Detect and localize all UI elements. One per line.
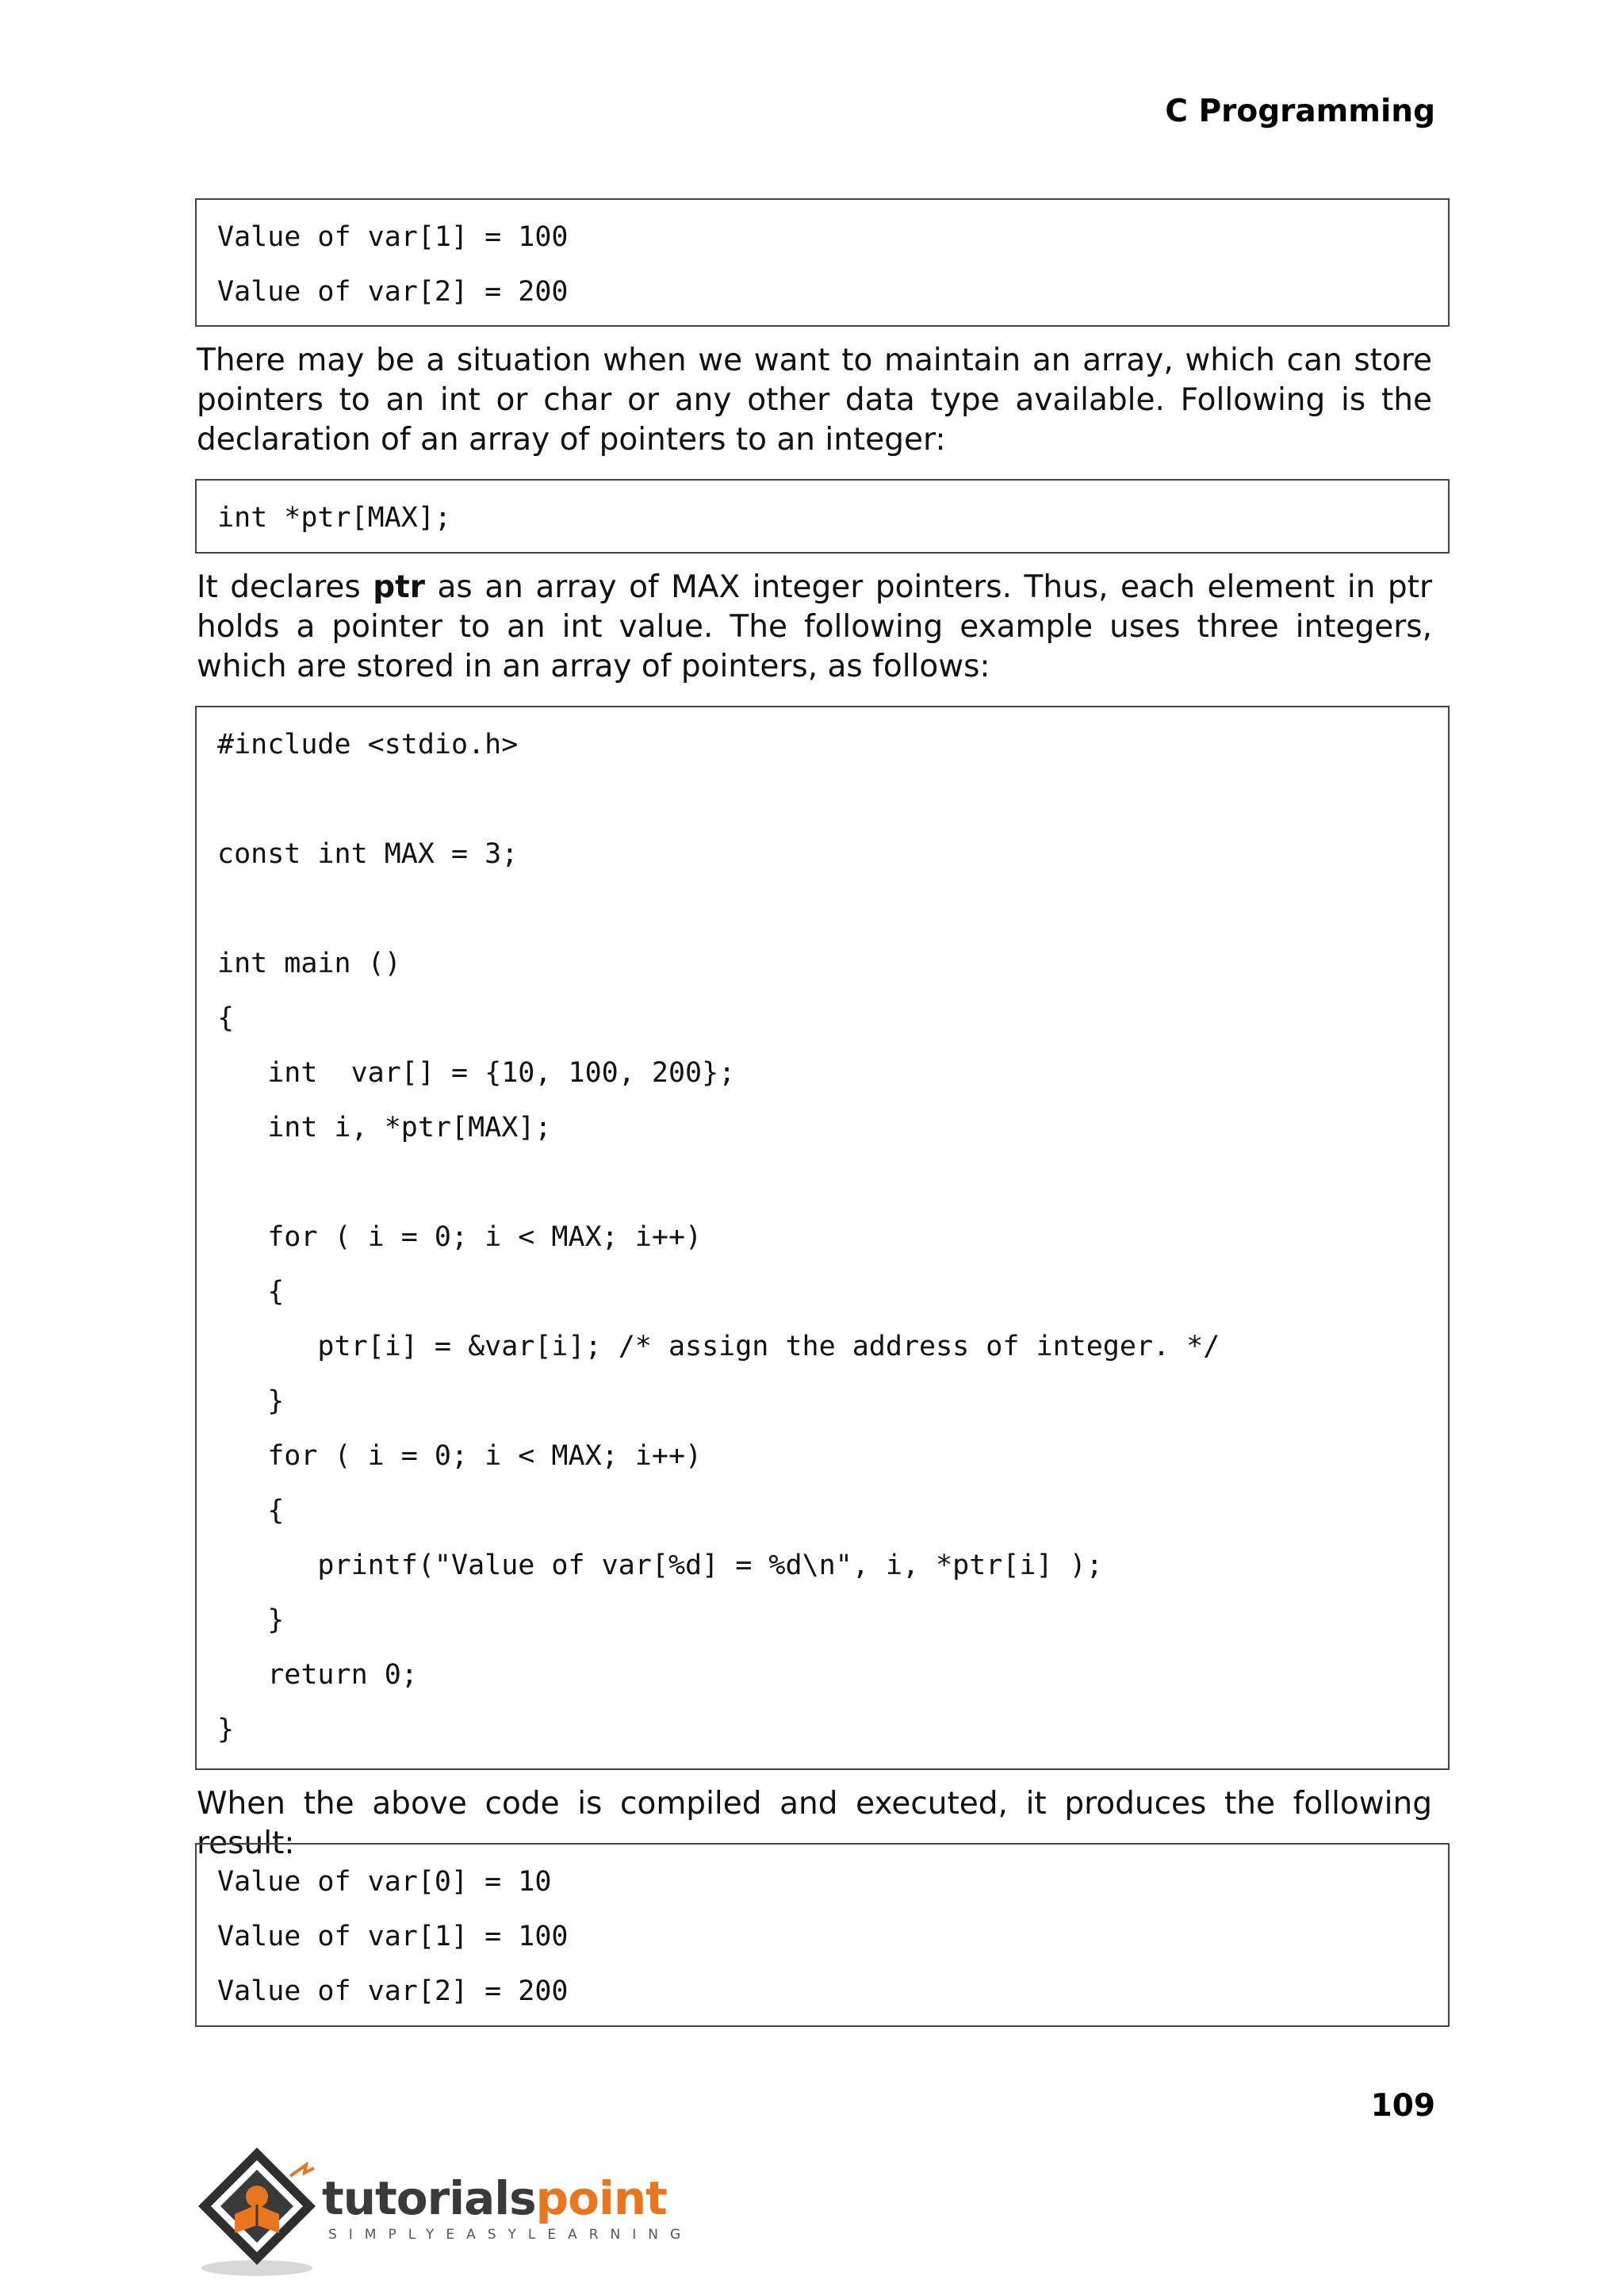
text-run: as an array of MAX integer pointers. Thus, each element in ptr holds a pointer to an int value. The following example uses three integers, which are stored in an array of pointers, as follows:	[197, 569, 1432, 684]
code-line: {	[217, 1276, 285, 1308]
tutorialspoint-logo-icon	[195, 2141, 330, 2284]
code-line	[217, 889, 1427, 944]
logo-tagline: SIMPLYEASYLEARNING	[328, 2227, 693, 2243]
logo-wordmark	[322, 2171, 667, 2225]
code-line: #include <stdio.h>	[217, 729, 519, 761]
declaration-code-box	[195, 479, 1450, 554]
code-line: return 0;	[217, 1659, 418, 1691]
output-box-top	[195, 198, 1450, 327]
code-line: for ( i = 0; i < MAX; i++)	[217, 1440, 703, 1472]
code-line: Value of var[2] = 200	[217, 1975, 569, 2007]
running-header: C Programming	[1165, 94, 1435, 129]
output-box-bottom	[195, 1843, 1450, 2027]
code-line	[217, 1163, 1427, 1217]
program-code-box	[195, 706, 1450, 1770]
code-line: Value of var[1] = 100	[217, 221, 569, 253]
code-line: Value of var[0] = 10	[217, 1866, 552, 1898]
code-line: Value of var[2] = 200	[217, 276, 569, 308]
text-run: It declares	[197, 569, 373, 605]
paragraph-intro: There may be a situation when we want to maintain an array, which can store pointers to an int or char or any other data type available. Following is the declaration of an array of pointers to an integer:	[197, 343, 1432, 458]
code-line: int *ptr[MAX];	[217, 502, 452, 534]
page-number: 109	[1370, 2088, 1435, 2124]
logo-word-point: point	[535, 2171, 667, 2225]
code-line: for ( i = 0; i < MAX; i++)	[217, 1221, 703, 1253]
tutorialspoint-logo	[195, 2141, 693, 2284]
code-line: printf("Value of var[%d] = %d\n", i, *ptr[i] );	[217, 1550, 1103, 1581]
paragraph-explanation	[197, 568, 1432, 687]
code-line: }	[217, 1604, 285, 1636]
code-line: {	[217, 1002, 235, 1034]
code-line: int i, *ptr[MAX];	[217, 1112, 552, 1144]
code-line: Value of var[1] = 100	[217, 1921, 569, 1952]
code-line	[217, 780, 1427, 834]
code-line: const int MAX = 3;	[217, 838, 519, 870]
code-line: ptr[i] = &var[i]; /* assign the address of integer. */	[217, 1331, 1220, 1362]
code-line: int main ()	[217, 948, 401, 979]
paragraph-result-intro: When the above code is compiled and executed, it produces the following result:	[197, 1786, 1432, 1861]
code-line: {	[217, 1495, 285, 1527]
code-line: }	[217, 1385, 285, 1417]
code-line: int var[] = {10, 100, 200};	[217, 1057, 736, 1089]
logo-word-tutorials: tutorials	[322, 2171, 536, 2225]
bold-term: ptr	[373, 569, 425, 605]
code-line: }	[217, 1714, 235, 1745]
